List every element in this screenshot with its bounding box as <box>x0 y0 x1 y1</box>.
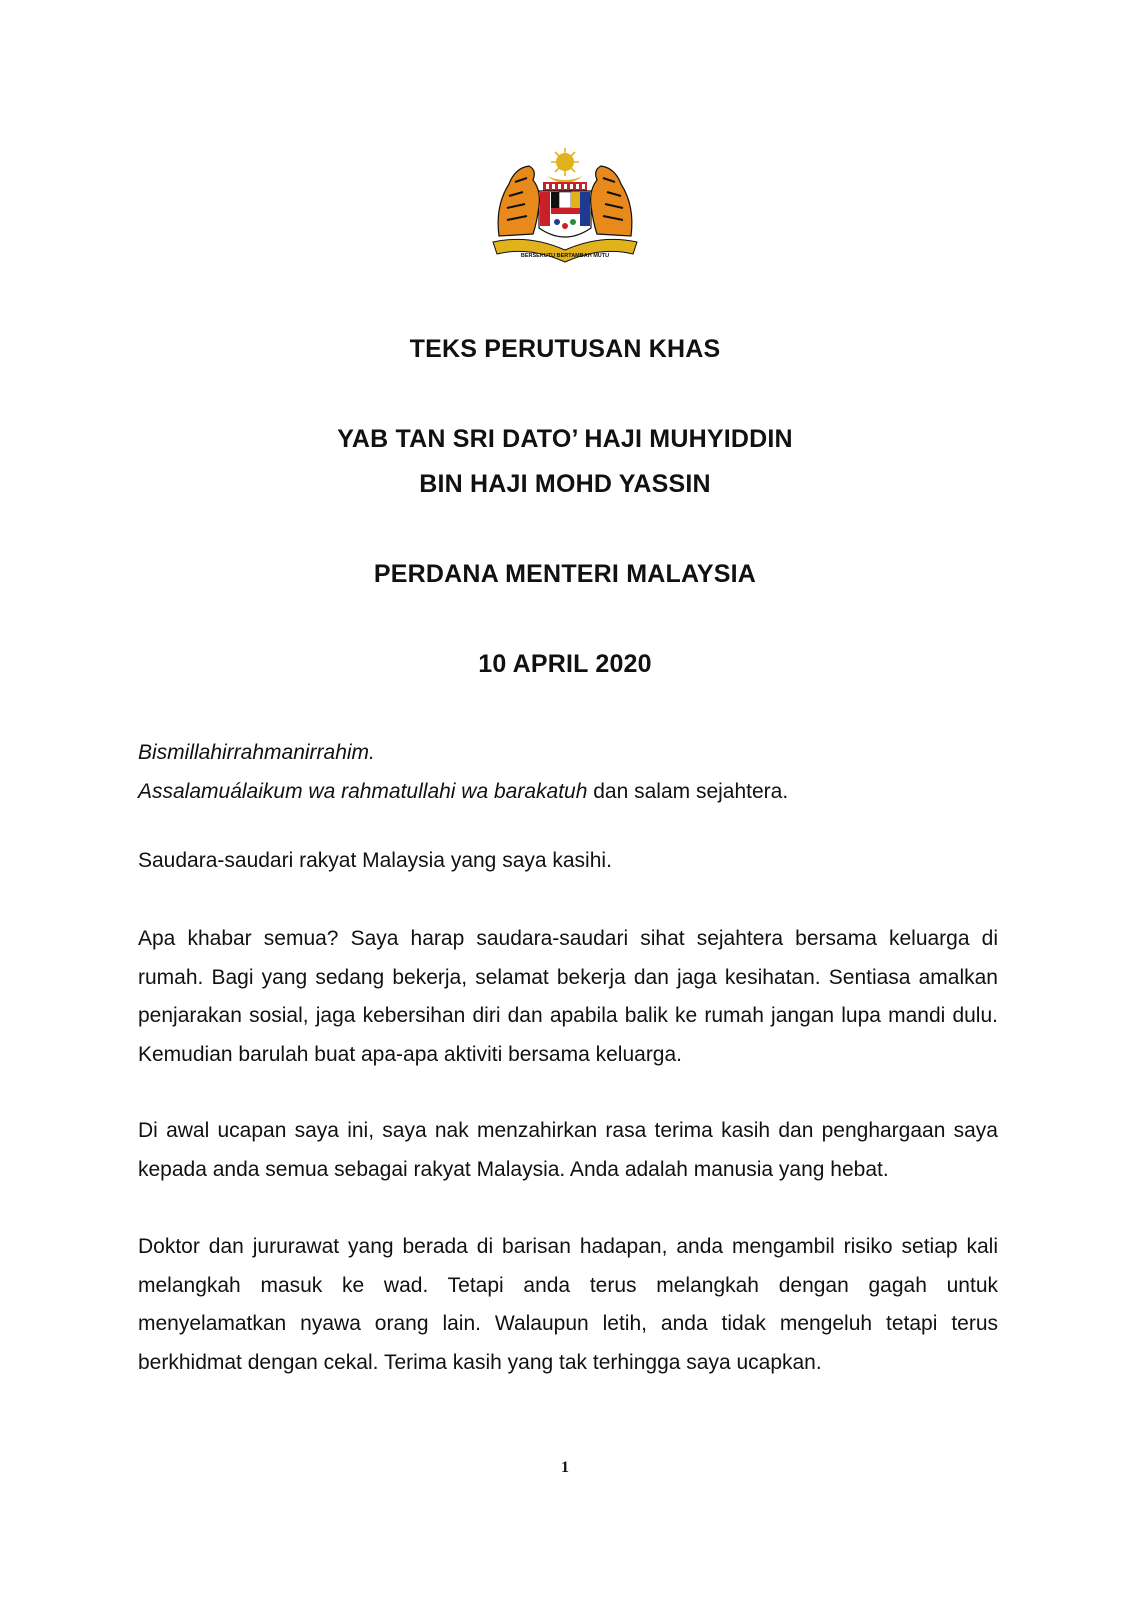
greeting-paragraph <box>138 734 998 811</box>
coat-of-arms-icon <box>489 146 641 266</box>
greeting-line-1: Bismillahirrahmanirrahim. <box>138 741 375 764</box>
greeting-line-2-italic: Assalamuálaikum wa rahmatullahi wa barakatuh <box>138 779 588 803</box>
speaker-position: PERDANA MENTERI MALAYSIA <box>373 560 757 588</box>
greeting-line-2-rest: dan salam sejahtera. <box>587 779 789 803</box>
paragraph-frontliners: Doktor dan jururawat yang berada di barisan hadapan, anda mengambil risiko setiap kali melangkah masuk ke wad. Tetapi anda terus melangkah dengan gagah untuk menyelamatkan nyawa orang lain. Walaupun letih, anda tidak mengeluh tetapi terus berkhidmat dengan cekal. Terima kasih yang tak terhingga saya ucapkan. <box>138 1235 998 1374</box>
paragraph-wellbeing: Apa khabar semua? Saya harap saudara-saudari sihat sejahtera bersama keluarga di rumah. Bagi yang sedang bekerja, selamat bekerja dan jaga kesihatan. Sentiasa amalkan penjarakan sosial, jaga kebersihan diri dan apabila balik ke rumah jangan lupa mandi dulu. Kemudian barulah buat apa-apa aktiviti bersama keluarga. <box>138 927 998 1066</box>
motto-ribbon <box>493 239 637 262</box>
federal-star-icon <box>551 148 579 176</box>
document-title: TEKS PERUTUSAN KHAS <box>409 335 721 363</box>
speech-date: 10 APRIL 2020 <box>478 650 652 678</box>
paragraph-address: Saudara-saudari rakyat Malaysia yang saya kasihi. <box>138 849 612 872</box>
page-number: 1 <box>561 1459 569 1476</box>
speaker-name-line-1: YAB TAN SRI DATO’ HAJI MUHYIDDIN <box>337 425 793 453</box>
paragraph-appreciation: Di awal ucapan saya ini, saya nak menzahirkan rasa terima kasih dan penghargaan saya kepada anda semua sebagai rakyat Malaysia. Anda adalah manusia yang hebat. <box>138 1119 998 1181</box>
speaker-name-line-2: BIN HAJI MOHD YASSIN <box>419 470 711 498</box>
motto-text: BERSEKUTU BERTAMBAH MUTU <box>520 253 610 259</box>
crescent-icon <box>547 176 583 183</box>
shield-icon <box>539 182 591 237</box>
